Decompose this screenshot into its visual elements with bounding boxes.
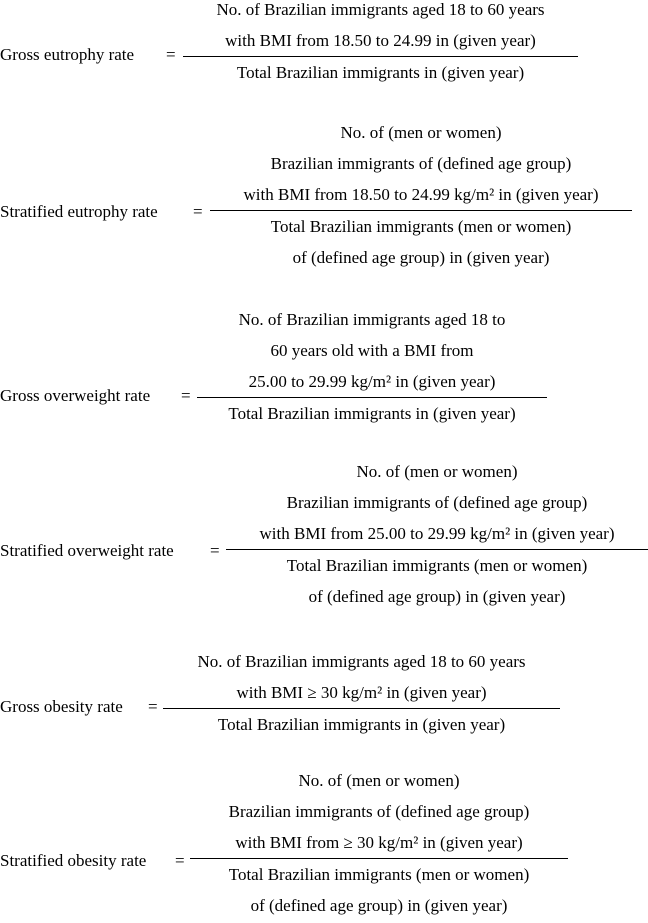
numerator-line: 25.00 to 29.99 kg/m² in (given year) [248,372,496,391]
numerator-line: with BMI from 18.50 to 24.99 kg/m² in (given year) [243,185,599,204]
formula-label: Gross eutrophy rate [0,45,135,64]
numerator [210,117,632,210]
numerator [163,646,560,708]
numerator-line: Brazilian immigrants of (defined age group) [228,802,530,821]
formula-label: Stratified overweight rate [0,541,174,560]
numerator-line: No. of (men or women) [298,771,460,790]
denominator [226,550,648,612]
formula-label: Gross overweight rate [0,386,151,405]
denominator [183,57,578,88]
denominator [190,859,568,921]
numerator-line: with BMI from 18.50 to 24.99 in (given year) [225,31,536,50]
fraction [190,765,568,921]
denominator-line: Total Brazilian immigrants (men or women) [286,556,588,575]
denominator-line: of (defined age group) in (given year) [292,248,550,267]
denominator-line: Total Brazilian immigrants in (given year) [228,404,516,423]
denominator-line: Total Brazilian immigrants in (given year) [217,715,506,734]
numerator-line: Brazilian immigrants of (defined age group) [286,493,588,512]
numerator-line: with BMI from ≥ 30 kg/m² in (given year) [235,833,523,852]
denominator [210,211,632,273]
equals-sign: = [166,45,176,64]
equals-sign: = [210,541,220,560]
numerator-line: No. of Brazilian immigrants aged 18 to 60 years [216,0,545,19]
equals-sign: = [193,202,203,221]
numerator-line: No. of (men or women) [340,123,502,142]
fraction [163,646,560,740]
fraction [226,456,648,612]
denominator-line: Total Brazilian immigrants (men or women) [228,865,530,884]
numerator [183,0,578,56]
formula-label: Gross obesity rate [0,697,123,716]
formula-label: Stratified obesity rate [0,851,147,870]
fraction [183,0,578,88]
denominator [163,709,560,740]
denominator [197,398,547,429]
formula-label: Stratified eutrophy rate [0,202,158,221]
denominator-line: of (defined age group) in (given year) [308,587,566,606]
numerator-line: with BMI ≥ 30 kg/m² in (given year) [236,683,487,702]
fraction [197,304,547,429]
numerator-line: No. of Brazilian immigrants aged 18 to 60 years [197,652,526,671]
denominator-line: Total Brazilian immigrants in (given year) [236,63,525,82]
numerator-line: 60 years old with a BMI from [270,341,474,360]
equals-sign: = [175,851,185,870]
numerator [226,456,648,549]
numerator [197,304,547,397]
numerator [190,765,568,858]
numerator-line: No. of Brazilian immigrants aged 18 to [238,310,506,329]
numerator-line: Brazilian immigrants of (defined age group) [270,154,572,173]
equals-sign: = [148,697,158,716]
denominator-line: of (defined age group) in (given year) [250,896,508,915]
fraction [210,117,632,273]
denominator-line: Total Brazilian immigrants (men or women) [270,217,572,236]
equals-sign: = [181,386,191,405]
numerator-line: with BMI from 25.00 to 29.99 kg/m² in (given year) [259,524,615,543]
numerator-line: No. of (men or women) [356,462,518,481]
